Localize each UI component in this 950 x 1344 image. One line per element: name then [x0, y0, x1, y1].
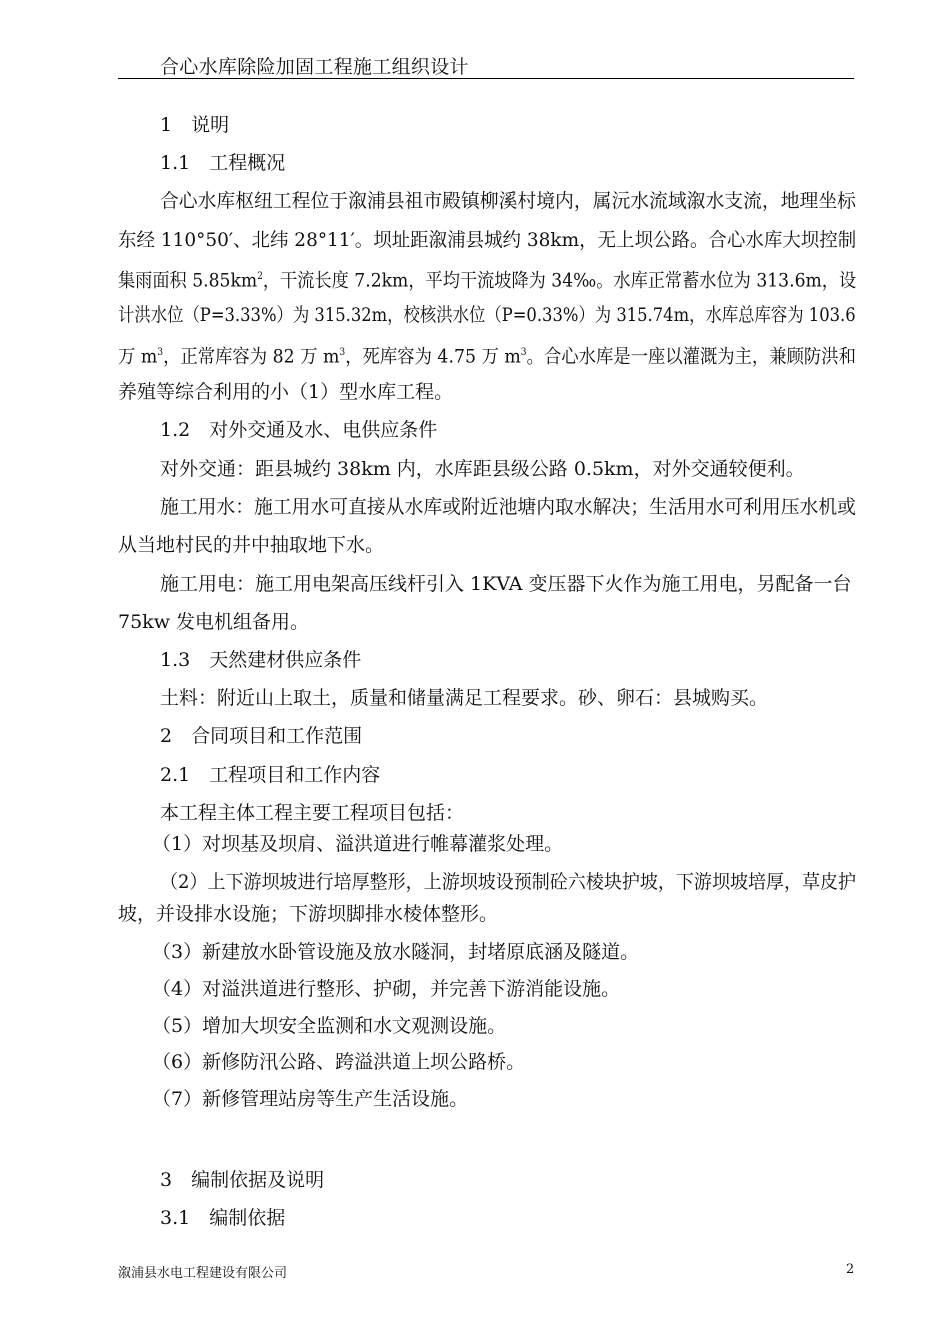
paragraph-line [118, 265, 856, 292]
paragraph-line: 合心水库枢纽工程位于溆浦县祖市殿镇柳溪村境内，属沅水流域溆水支流，地理坐标 [160, 190, 856, 212]
paragraph-line: 计洪水位（P=3.33%）为 315.32m，校核洪水位（P=0.33%）为 315.74m，水库总库容为 103.6 [118, 304, 856, 326]
subsection-heading: 3.1 编制依据 [160, 1207, 286, 1229]
subsection-heading: 1.1 工程概况 [160, 152, 286, 174]
text-span: ，死库容为 4.75 万 m [345, 345, 521, 368]
text-span: 集雨面积 5.85km [118, 269, 258, 292]
list-item: （5）增加大坝安全监测和水文观测设施。 [152, 1015, 507, 1037]
paragraph-line: 坡，并设排水设施；下游坝脚排水棱体整形。 [118, 903, 499, 925]
list-item: （3）新建放水卧管设施及放水隧洞，封堵原底涵及隧道。 [152, 941, 640, 963]
paragraph-line [118, 341, 856, 368]
paragraph-line: 对外交通：距县城约 38km 内，水库距县级公路 0.5km，对外交通较便利。 [160, 458, 805, 480]
list-item: （4）对溢洪道进行整形、护砌，并完善下游消能设施。 [152, 978, 621, 1000]
section-heading: 3 编制依据及说明 [160, 1169, 325, 1191]
text-span: ，正常库容为 82 万 m [163, 345, 340, 368]
list-item: （1）对坝基及坝肩、溢洪道进行帷幕灌浆处理。 [152, 833, 564, 855]
paragraph-line: 施工用电：施工用电架高压线杆引入 1KVA 变压器下火作为施工用电，另配备一台 [160, 573, 852, 595]
header-title: 合心水库除险加固工程施工组织设计 [160, 56, 469, 78]
section-heading: 2 合同项目和工作范围 [160, 725, 363, 747]
page-header [118, 52, 854, 79]
superscript: 3 [520, 347, 527, 358]
paragraph-line: 从当地村民的井中抽取地下水。 [118, 534, 385, 556]
paragraph-line: 养殖等综合利用的小（1）型水库工程。 [118, 381, 454, 403]
paragraph-line: 75kw 发电机组备用。 [118, 611, 309, 633]
footer-company: 溆浦县水电工程建设有限公司 [118, 1266, 288, 1281]
page-number: 2 [846, 1262, 855, 1277]
section-heading: 1 说明 [160, 114, 230, 136]
paragraph-line: 土料：附近山上取土，质量和储量满足工程要求。砂、卵石：县城购买。 [160, 687, 769, 709]
superscript: 2 [257, 271, 263, 282]
superscript: 3 [339, 347, 346, 358]
list-item: （6）新修防汛公路、跨溢洪道上坝公路桥。 [152, 1051, 526, 1073]
subsection-heading: 2.1 工程项目和工作内容 [160, 764, 381, 786]
paragraph-line: 本工程主体工程主要工程项目包括： [160, 802, 465, 824]
superscript: 3 [157, 347, 164, 358]
list-item: （7）新修管理站房等生产生活设施。 [152, 1088, 469, 1110]
list-item: （2）上下游坝坡进行培厚整形，上游坝坡设预制砼六棱块护坡，下游坝坡培厚，草皮护 [160, 871, 857, 893]
paragraph-line: 东经 110°50′、北纬 28°11′。坝址距溆浦县城约 38km，无上坝公路。合心水库大坝控制 [118, 229, 857, 251]
text-span: 。合心水库是一座以灌溉为主，兼顾防洪和 [526, 345, 856, 368]
text-span: 万 m [118, 345, 158, 368]
subsection-heading: 1.3 天然建材供应条件 [160, 649, 362, 671]
subsection-heading: 1.2 对外交通及水、电供应条件 [160, 419, 438, 441]
paragraph-line: 施工用水：施工用水可直接从水库或附近池塘内取水解决；生活用水可利用压水机或 [160, 496, 856, 518]
text-span: ，干流长度 7.2km，平均干流坡降为 34‰。水库正常蓄水位为 313.6m，设 [262, 269, 857, 292]
